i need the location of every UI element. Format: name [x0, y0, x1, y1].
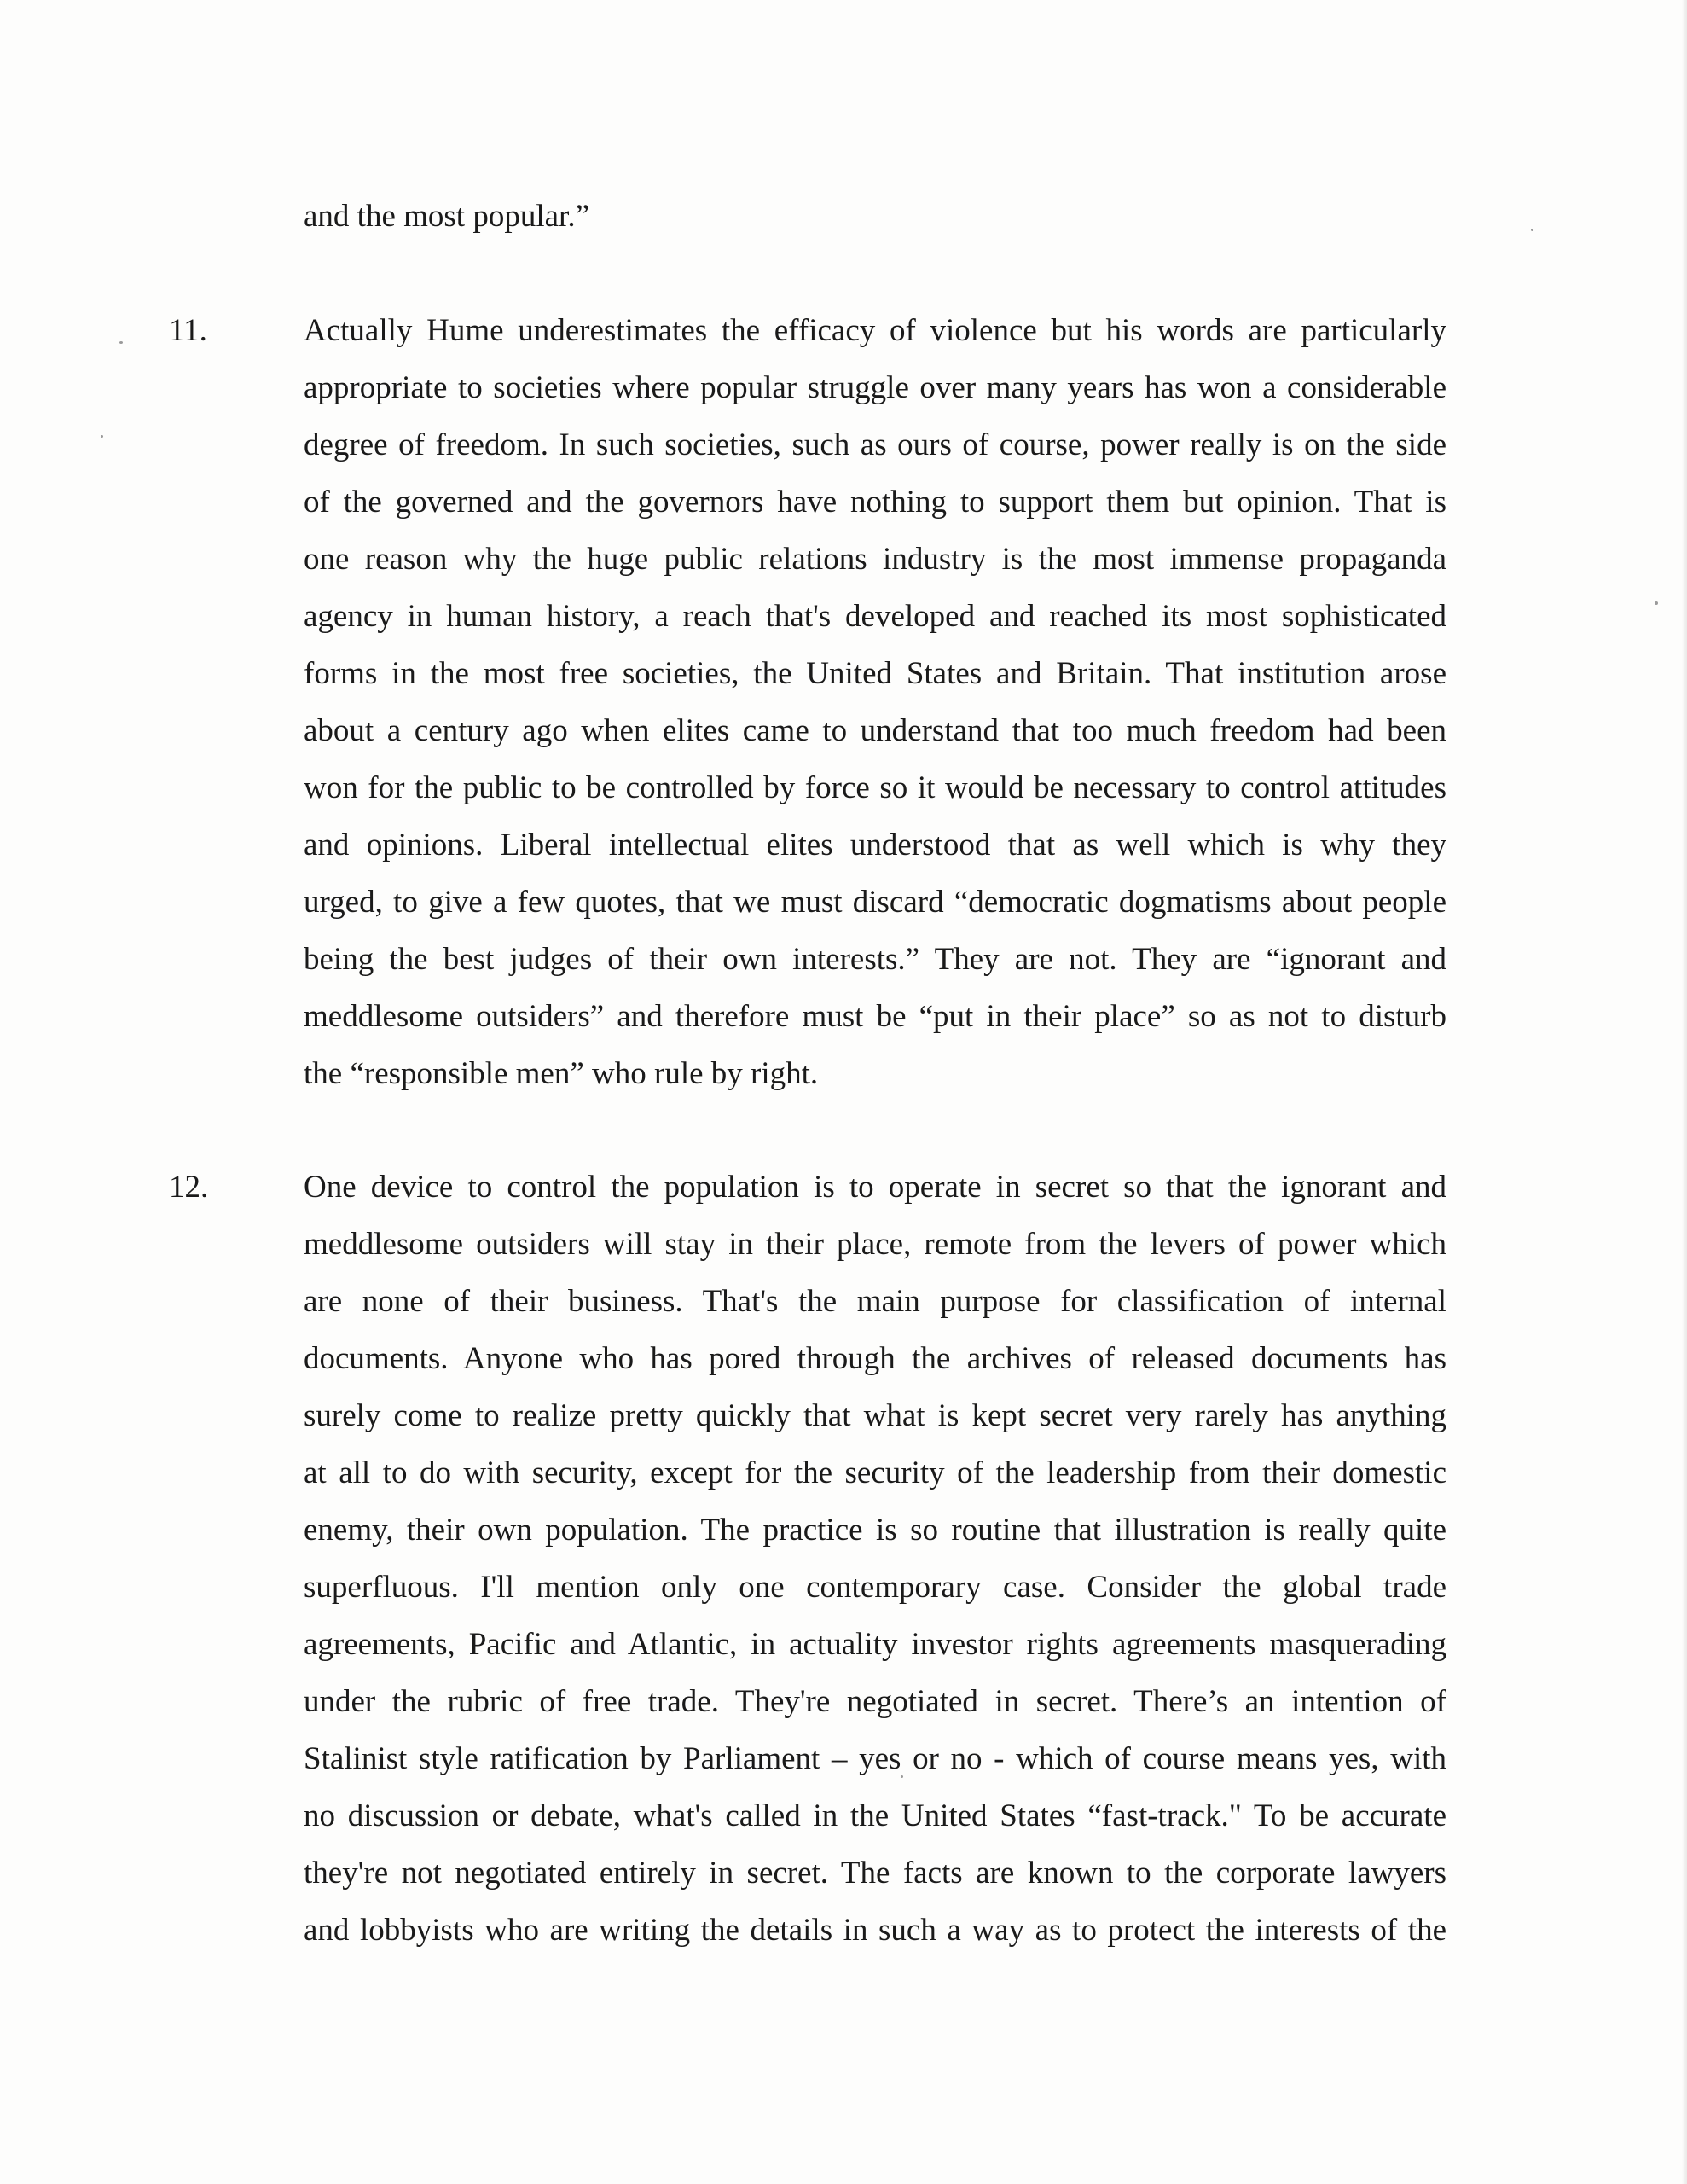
scan-page-edge [1682, 0, 1687, 2184]
paragraph-line: one reason why the huge public relations industry is the most immense propaganda [304, 542, 1446, 577]
paragraph-line: and opinions. Liberal intellectual elites understood that as well which is why they [304, 828, 1446, 863]
paragraph-line: One device to control the population is to operate in secret so that the ignorant and [304, 1170, 1446, 1205]
paragraph-line: of the governed and the governors have nothing to support them but opinion. That is [304, 485, 1446, 520]
paragraph-line: won for the public to be controlled by force so it would be necessary to control attitudes [304, 770, 1446, 805]
paragraph-line: being the best judges of their own interests.” They are not. They are “ignorant and [304, 942, 1446, 977]
paragraph-line: are none of their business. That's the main purpose for classification of internal [304, 1284, 1446, 1319]
paragraph-line: meddlesome outsiders will stay in their place, remote from the levers of power which [304, 1227, 1446, 1262]
paragraph-line: no discussion or debate, what's called in the United States “fast-track." To be accurate [304, 1798, 1446, 1833]
scan-speck [1531, 229, 1533, 231]
paragraph-number: 11. [169, 313, 207, 348]
paragraph-line: at all to do with security, except for the security of the leadership from their domestic [304, 1455, 1446, 1490]
paragraph-line: documents. Anyone who has pored through the archives of released documents has [304, 1341, 1446, 1376]
paragraph-line: Stalinist style ratification by Parliament – yes or no - which of course means yes, with [304, 1741, 1446, 1776]
paragraph-line: Actually Hume underestimates the efficacy of violence but his words are particularly [304, 313, 1446, 348]
paragraph-line: meddlesome outsiders” and therefore must be “put in their place” so as not to disturb [304, 999, 1446, 1034]
paragraph-line: agreements, Pacific and Atlantic, in actuality investor rights agreements masquerading [304, 1627, 1446, 1662]
scan-speck [1655, 601, 1658, 605]
scan-speck [101, 435, 103, 438]
paragraph-line: surely come to realize pretty quickly that what is kept secret very rarely has anything [304, 1398, 1446, 1433]
continuation-line: and the most popular.” [304, 199, 589, 234]
paragraph-line: and lobbyists who are writing the details in such a way as to protect the interests of the [304, 1913, 1446, 1948]
paragraph-line: under the rubric of free trade. They're negotiated in secret. There’s an intention of [304, 1684, 1446, 1719]
paragraph-line: urged, to give a few quotes, that we must discard “democratic dogmatisms about people [304, 885, 1446, 920]
paragraph-line: agency in human history, a reach that's developed and reached its most sophisticated [304, 599, 1446, 634]
paragraph-line: appropriate to societies where popular struggle over many years has won a considerable [304, 370, 1446, 405]
paragraph-line: degree of freedom. In such societies, such as ours of course, power really is on the side [304, 427, 1446, 462]
scan-speck [119, 341, 123, 344]
paragraph-line: they're not negotiated entirely in secret. The facts are known to the corporate lawyers [304, 1856, 1446, 1891]
paragraph-line: the “responsible men” who rule by right. [304, 1056, 819, 1091]
paragraph-line: forms in the most free societies, the United States and Britain. That institution arose [304, 656, 1446, 691]
paragraph-line: enemy, their own population. The practice is so routine that illustration is really quite [304, 1513, 1446, 1548]
paragraph-number: 12. [169, 1170, 209, 1205]
paragraph-line: about a century ago when elites came to understand that too much freedom had been [304, 713, 1446, 748]
paragraph-line: superfluous. I'll mention only one contemporary case. Consider the global trade [304, 1570, 1446, 1605]
